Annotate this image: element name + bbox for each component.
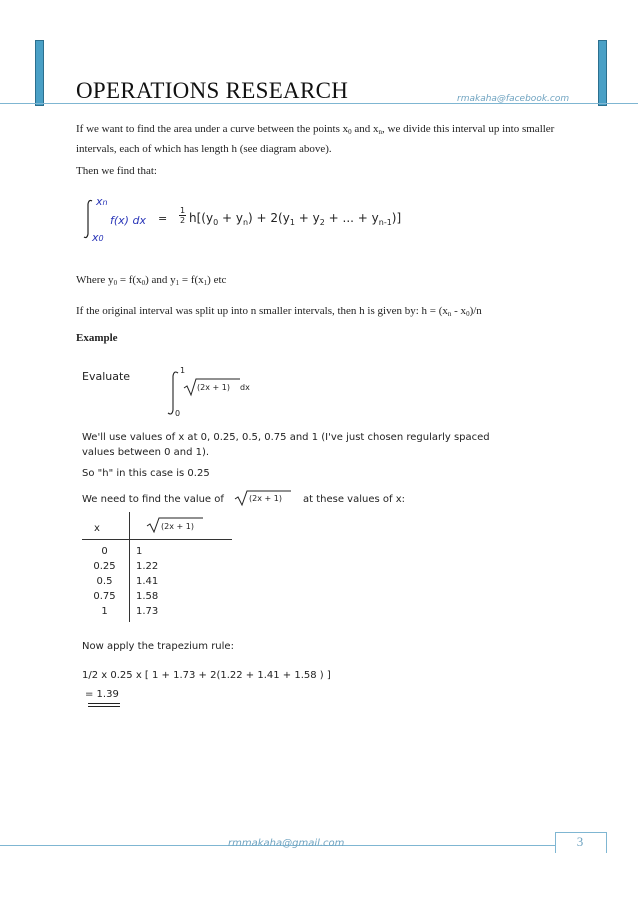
- find-radicand: (2x + 1): [249, 494, 282, 503]
- result-underline-1: [88, 703, 120, 704]
- table-row-value: 1: [136, 546, 143, 557]
- example-dx: dx: [240, 383, 250, 392]
- table-header-x: x: [94, 523, 100, 534]
- formula-half: 1 2: [179, 206, 186, 225]
- table-column-rule: [129, 512, 130, 622]
- evaluate-label: Evaluate: [82, 370, 131, 383]
- table-header-rule: [82, 539, 232, 540]
- header-left-bar: [35, 40, 44, 106]
- table-row-x: 1: [101, 606, 108, 617]
- table-row-x: 0.5: [96, 576, 113, 587]
- example-upper-limit: 1: [180, 366, 186, 375]
- page-number: 3: [576, 834, 584, 849]
- formula-rhs: $h[(y_0 + y_n) + 2(y_1 + y_2$ + ... + $y_{n-1}$)]: [189, 211, 402, 227]
- table-row-x: 0: [101, 546, 108, 557]
- footer-email: rmmakaha@gmail.com: [228, 838, 345, 849]
- table-header-radicand: (2x + 1): [161, 522, 194, 531]
- example-radicand: (2x + 1): [197, 383, 230, 392]
- intro-paragraph: If we want to find the area under a curve between the points $x_0$ and $x_n$, we divide this interval up into smaller intervals, each of which has length h (see diagram above).: [76, 123, 555, 155]
- calculation-line: 1/2 x 0.25 x [ 1 + 1.73 + 2(1.22 + 1.41 + 1.58 ) ]: [82, 670, 331, 681]
- explanation-line-1: We'll use values of x at 0, 0.25, 0.5, 0.75 and 1 (I've just chosen regularly spaced: [82, 432, 490, 443]
- formula-upper-limit: xn: [96, 195, 108, 208]
- trapezium-formula: [76, 195, 402, 255]
- table-row-value: 1.58: [136, 591, 159, 602]
- formula-equals: =: [158, 212, 168, 225]
- result-value: = 1.39: [85, 689, 119, 700]
- table-row-x: 0.25: [93, 561, 116, 572]
- header-right-bar: [598, 40, 607, 106]
- table-row-value: 1.41: [136, 576, 159, 587]
- result-underline-2: [88, 706, 120, 707]
- explanation-at-values: at these values of x:: [303, 494, 405, 505]
- page-title: OPERATIONS RESEARCH: [76, 78, 349, 103]
- explanation-h-value: So "h" in this case is 0.25: [82, 468, 210, 479]
- table-row-x: 0.75: [93, 591, 116, 602]
- formula-lower-limit: x0: [92, 231, 104, 244]
- explanation-line-2: values between 0 and 1).: [82, 447, 210, 458]
- header-email: rmakaha@facebook.com: [457, 94, 570, 104]
- explanation-find-value: We need to find the value of: [82, 494, 224, 505]
- example-integral-sign-icon: [164, 370, 184, 416]
- intro-then: Then we find that:: [76, 165, 157, 177]
- example-lower-limit: 0: [175, 409, 181, 418]
- example-heading: Example: [76, 332, 118, 344]
- values-table: [82, 512, 232, 622]
- where-definition: Where $y_0 = f(x_0)$ and $y_1 = f(x_1)$ etc: [76, 274, 227, 287]
- table-row-value: 1.73: [136, 606, 159, 617]
- interval-split-text: If the original interval was split up into n smaller intervals, then h is given by: $h = (x_n - x_0)/n$: [76, 305, 482, 318]
- formula-integrand: f(x) dx: [110, 214, 146, 227]
- table-row-value: 1.22: [136, 561, 159, 572]
- apply-rule-text: Now apply the trapezium rule:: [82, 641, 234, 652]
